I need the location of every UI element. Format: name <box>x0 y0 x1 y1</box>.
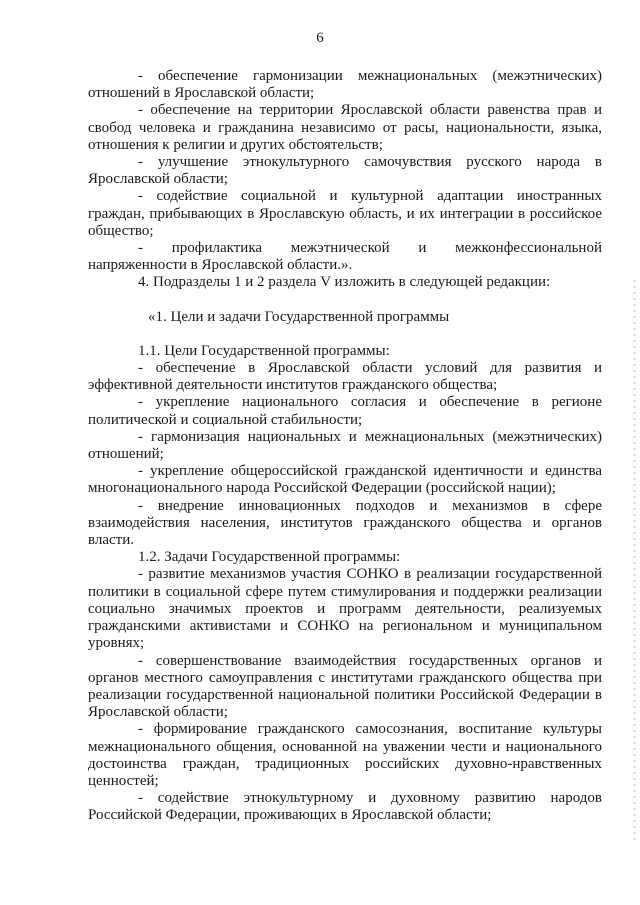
paragraph: - улучшение этнокультурного самочувствия русского народа в Ярославской области; <box>88 154 602 188</box>
page-number: 6 <box>316 30 324 46</box>
task-item: - совершенствование взаимодействия государственных органов и органов местного самоуправления с институтами гражданского общества при реализации государственной национальной политики Российской Федерации в Ярославской области; <box>88 652 602 721</box>
goal-item: - укрепление общероссийской гражданской идентичности и единства многонационального народа Российской Федерации (российской нации); <box>88 463 602 497</box>
document-body <box>88 68 602 825</box>
section-heading: «1. Цели и задачи Государственной программы <box>148 308 450 325</box>
paragraph: - обеспечение на территории Ярославской области равенства прав и свобод человека и гражданина независимо от расы, национальности, языка, отношения к религии и других обстоятельств; <box>88 102 602 153</box>
paragraph: - содействие социальной и культурной адаптации иностранных граждан, прибывающих в Ярославскую область, и их интеграции в российское общество; <box>88 188 602 239</box>
goal-item: - внедрение инновационных подходов и механизмов в сфере взаимодействия населения, институтов гражданского общества и органов власти. <box>88 497 602 549</box>
paragraph: 4. Подразделы 1 и 2 раздела V изложить в следующей редакции: <box>138 274 551 291</box>
goals-title: 1.1. Цели Государственной программы: <box>138 342 390 359</box>
goal-item: - обеспечение в Ярославской области условий для развития и эффективной деятельности институтов гражданского общества; <box>88 360 602 394</box>
paragraph: - профилактика межэтнической и межконфессиональной напряженности в Ярославской области.». <box>88 240 602 274</box>
task-item: - содействие этнокультурному и духовному развитию народов Российской Федерации, проживающих в Ярославской области; <box>88 790 602 824</box>
task-item: - формирование гражданского самосознания, воспитание культуры межнационального общения, основанной на уважении чести и национального достоинства граждан, традиционных российских духовно-нравственных ценностей; <box>88 721 602 789</box>
scan-edge-artifact <box>633 280 636 840</box>
tasks-title: 1.2. Задачи Государственной программы: <box>138 549 401 566</box>
goal-item: - укрепление национального согласия и обеспечение в регионе политической и социальной стабильности; <box>88 394 602 428</box>
task-item: - развитие механизмов участия СОНКО в реализации государственной политики в социальной сфере путем стимулирования и поддержки реализации социально значимых проектов и программ деятельности, реализуемых гражданскими активистами и СОНКО на региональном и муниципальном уровнях; <box>88 566 602 652</box>
goal-item: - гармонизация национальных и межнациональных (межэтнических) отношений; <box>88 428 602 463</box>
paragraph: - обеспечение гармонизации межнациональных (межэтнических) отношений в Ярославской области; <box>88 68 602 102</box>
